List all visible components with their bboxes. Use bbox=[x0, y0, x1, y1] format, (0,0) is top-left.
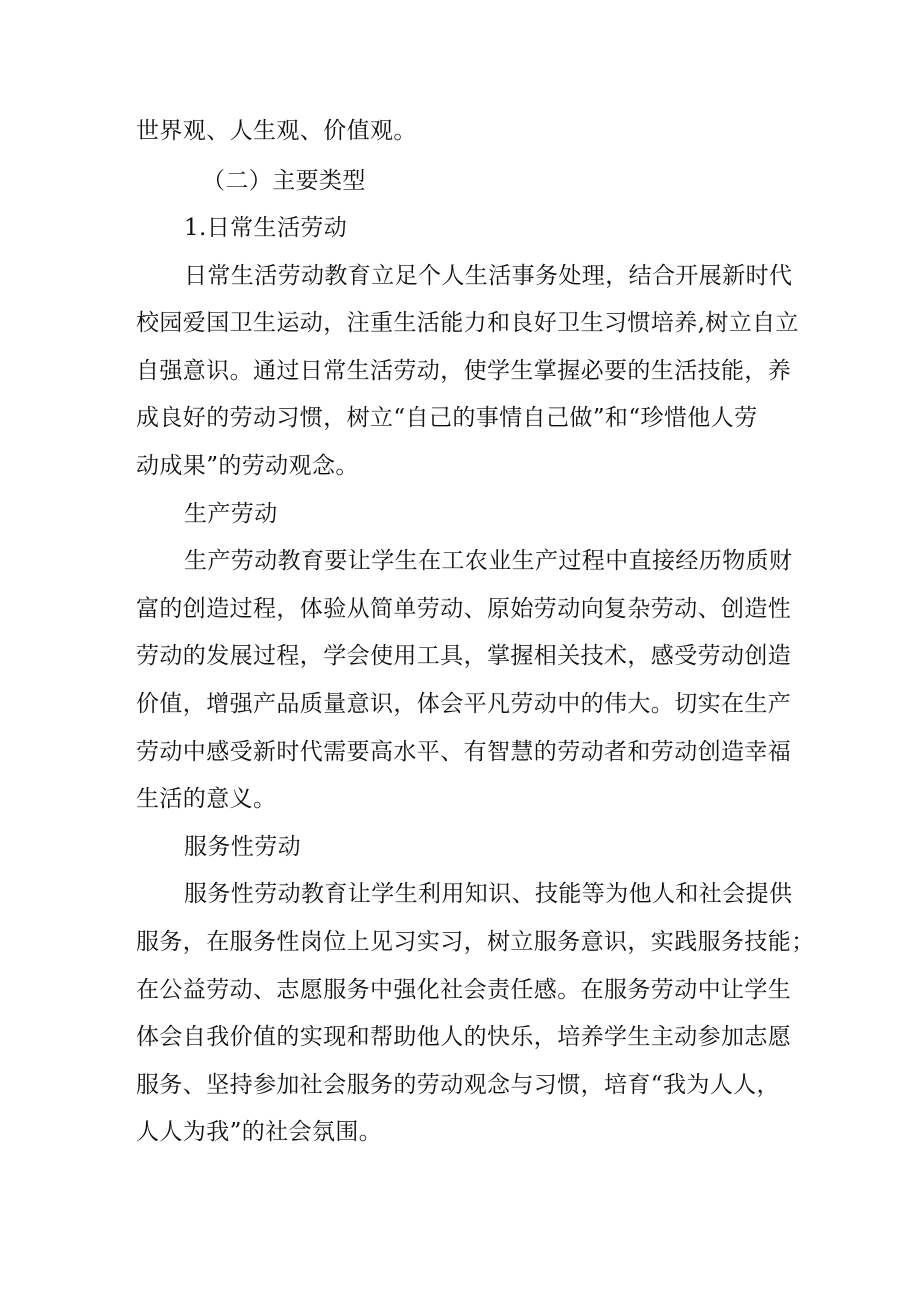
paragraph-line: 劳动的发展过程，学会使用工具，掌握相关技术，感受劳动创造 bbox=[136, 643, 792, 669]
paragraph-line: 富的创造过程，体验从简单劳动、原始劳动向复杂劳动、创造性 bbox=[136, 596, 792, 622]
paragraph-line: 在公益劳动、志愿服务中强化社会责任感。在服务劳动中让学生 bbox=[136, 977, 792, 1003]
subsection-heading: 1.日常生活劳动 bbox=[184, 215, 348, 241]
paragraph-line: 世界观、人生观、价值观。 bbox=[136, 118, 417, 144]
paragraph-line: 动成果”的劳动观念。 bbox=[136, 453, 359, 479]
subsection-heading: 生产劳动 bbox=[184, 501, 278, 527]
paragraph-line: 日常生活劳动教育立足个人生活事务处理，结合开展新时代 bbox=[184, 263, 793, 289]
paragraph-line: 服务性劳动教育让学生利用知识、技能等为他人和社会提供 bbox=[184, 881, 793, 907]
paragraph-line: 校园爱国卫生运动，注重生活能力和良好卫生习惯培养,树立自立 bbox=[136, 310, 799, 336]
paragraph-line: 人人为我”的社会氛围。 bbox=[136, 1119, 383, 1145]
paragraph-line: 成良好的劳动习惯，树立“自己的事情自己做”和“珍惜他人劳 bbox=[136, 405, 758, 431]
paragraph-line: 劳动中感受新时代需要高水平、有智慧的劳动者和劳动创造幸福 bbox=[136, 739, 792, 765]
subsection-heading: 服务性劳动 bbox=[184, 834, 301, 860]
paragraph-line: 体会自我价值的实现和帮助他人的快乐，培养学生主动参加志愿 bbox=[136, 1024, 792, 1050]
section-heading: （二）主要类型 bbox=[202, 168, 366, 194]
paragraph-line: 服务，在服务性岗位上见习实习，树立服务意识，实践服务技能； bbox=[136, 929, 815, 955]
paragraph-line: 自强意识。通过日常生活劳动，使学生掌握必要的生活技能，养 bbox=[136, 358, 792, 384]
paragraph-line: 服务、坚持参加社会服务的劳动观念与习惯，培育“我为人人， bbox=[136, 1072, 780, 1098]
paragraph-line: 生活的意义。 bbox=[136, 786, 277, 812]
paragraph-line: 价值，增强产品质量意识，体会平凡劳动中的伟大。切实在生产 bbox=[136, 691, 792, 717]
paragraph-line: 生产劳动教育要让学生在工农业生产过程中直接经历物质财 bbox=[184, 548, 793, 574]
